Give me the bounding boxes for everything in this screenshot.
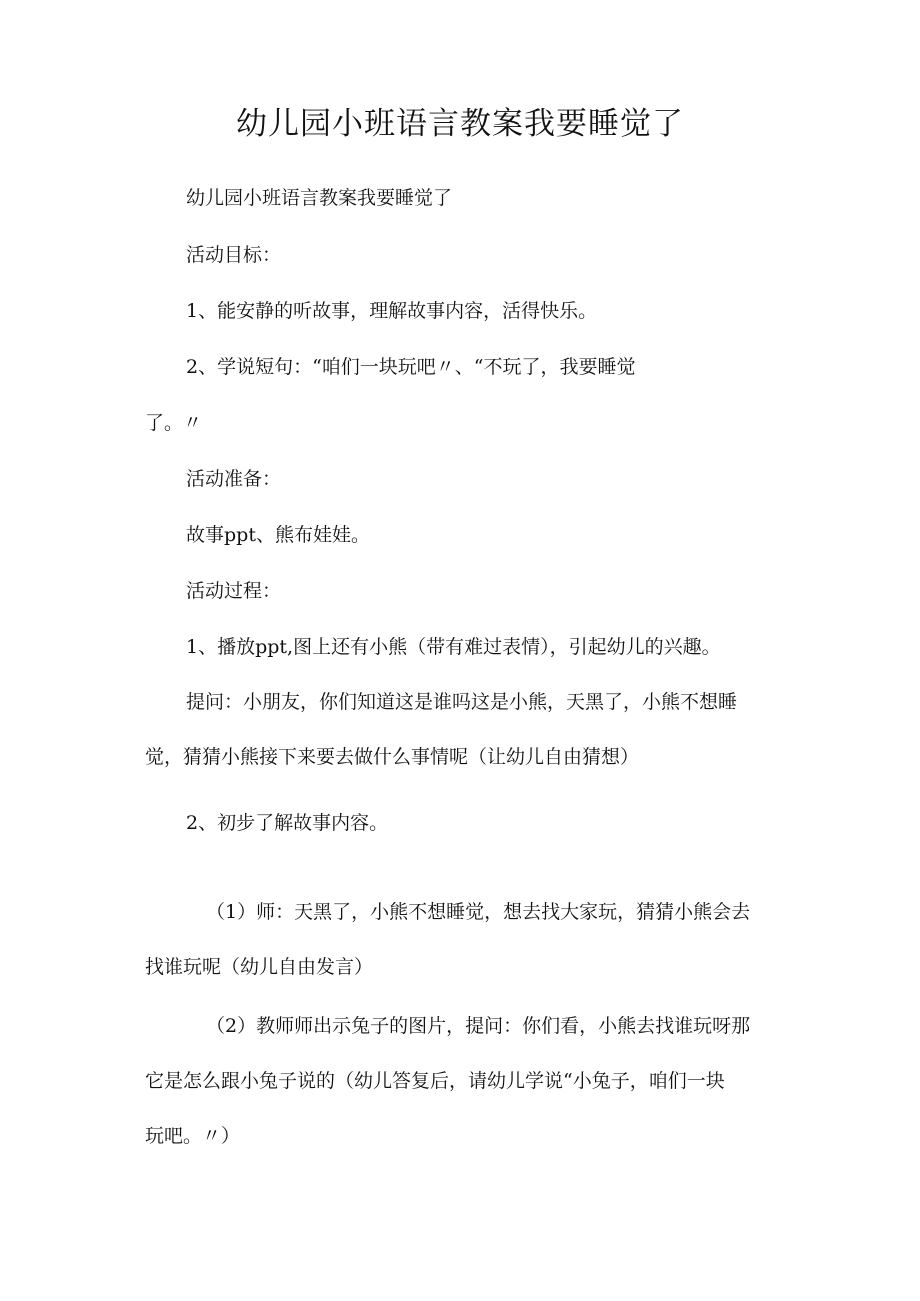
substep-2-line-1: （2）教师师出示兔子的图片，提问：你们看，小熊去找谁玩呀那: [206, 1015, 751, 1037]
subtitle-line: 幼儿园小班语言教案我要睡觉了: [186, 187, 453, 209]
process-question-line-2: 觉，猜猜小熊接下来要去做什么事情呢（让幼儿自由猜想）: [145, 746, 640, 768]
process-step-1: 1、播放ppt,图上还有小熊（带有难过表情），引起幼儿的兴趣。: [186, 636, 721, 658]
document-title: 幼儿园小班语言教案我要睡觉了: [236, 106, 684, 142]
objective-2-continued: 了。〃: [145, 412, 203, 434]
substep-2-line-2: 它是怎么跟小兔子说的（幼儿答复后，请幼儿学说“小兔子，咱们一块: [145, 1070, 725, 1092]
preparation-materials: 故事ppt、熊布娃娃。: [186, 524, 370, 546]
objective-2: 2、学说短句：“咱们一块玩吧〃、“不玩了，我要睡觉: [186, 356, 636, 378]
process-step-2: 2、初步了解故事内容。: [186, 812, 389, 834]
substep-2-line-3: 玩吧。〃）: [145, 1125, 241, 1147]
section-heading-process: 活动过程：: [186, 580, 282, 602]
substep-1-line-1: （1）师：天黑了，小熊不想睡觉，想去找大家玩，猜猜小熊会去: [206, 901, 751, 923]
objective-1: 1、能安静的听故事，理解故事内容，活得快乐。: [186, 300, 598, 322]
section-heading-objectives: 活动目标：: [186, 244, 282, 266]
section-heading-preparation: 活动准备：: [186, 468, 282, 490]
substep-1-line-2: 找谁玩呢（幼儿自由发言）: [145, 956, 374, 978]
process-question-line-1: 提问：小朋友，你们知道这是谁吗这是小熊，天黑了，小熊不想睡: [186, 691, 738, 713]
